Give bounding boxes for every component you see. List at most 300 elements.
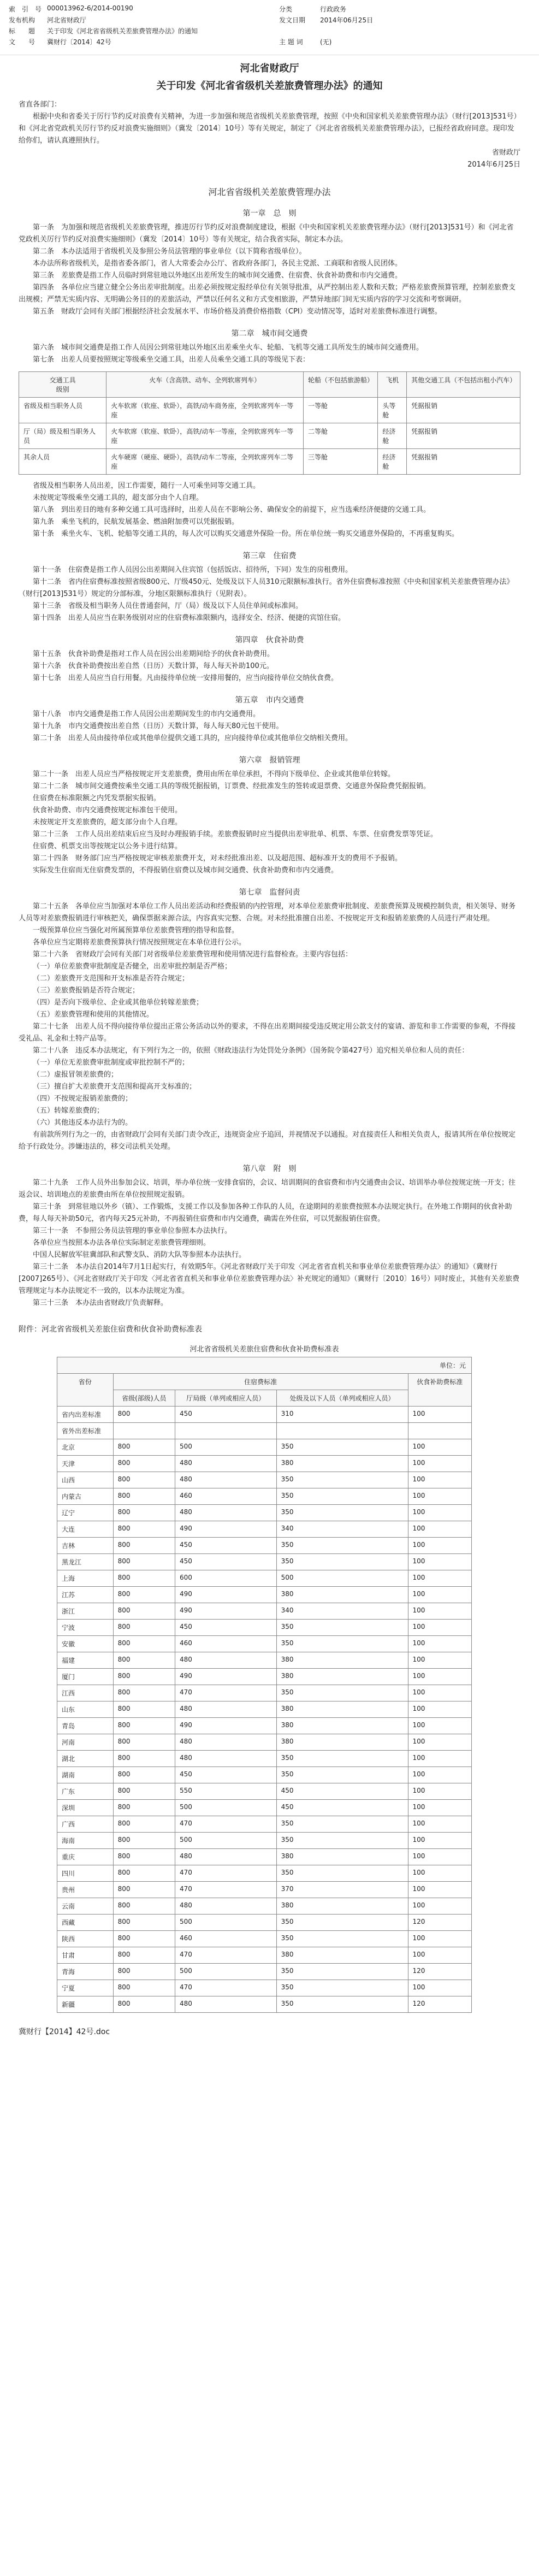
annex-cell-r2c2: 500 <box>175 1439 277 1456</box>
ch7 <box>19 901 520 1153</box>
annex-cell-r36c1: 800 <box>113 1996 175 2013</box>
transport-table-header-row <box>19 372 520 398</box>
annex-cell-r0c2: 450 <box>175 1407 277 1423</box>
date-value: 2014年06月25日 <box>320 16 374 24</box>
annex-cell-r23c1: 800 <box>113 1783 175 1800</box>
annex-cell-r28c2: 470 <box>175 1865 277 1882</box>
annex-cell-r12c3: 340 <box>276 1603 408 1620</box>
annex-row <box>57 1734 472 1751</box>
annex-cell-r36c2: 480 <box>175 1996 277 2013</box>
annex-cell-r1c3 <box>276 1423 408 1439</box>
ch8-paragraph-5: 中国人民解放军驻冀部队和武警支队、消防大队等参照本办法执行。 <box>33 1251 246 1259</box>
annex-cell-r1c1 <box>113 1423 175 1439</box>
annex-cell-r3c4: 100 <box>408 1456 471 1472</box>
chapter-1-title: 第一章 总 则 <box>242 209 297 218</box>
annex-cell-r19c2: 490 <box>175 1718 277 1734</box>
annex-cell-r9c3: 350 <box>276 1554 408 1570</box>
annex-cell-r3c0: 天津 <box>57 1456 114 1472</box>
ch5-paragraph-3: 第二十条 出差人员由接待单位或其他单位提供交通工具的，应向接待单位或其他单位交纳相关费用。 <box>33 734 353 742</box>
annex-cell-r27c0: 重庆 <box>57 1849 114 1865</box>
annex-cell-r29c2: 470 <box>175 1882 277 1898</box>
ch7-paragraph-4: 第二十六条 省财政厅会同有关部门对省级单位差旅费管理和使用情况进行监督检查。主要内容包括： <box>33 950 353 959</box>
annex-cell-r9c4: 100 <box>408 1554 471 1570</box>
annex-cell-r0c3: 310 <box>276 1407 408 1423</box>
ch4-paragraph-1: 第十五条 伙食补助费是指对工作人员在因公出差期间给予的伙食补助费用。 <box>33 650 275 658</box>
ch6-paragraph-8: 第二十四条 财务部门应当严格按规定审核差旅费开支，对未经批准出差、以及超范围、超标准开支的费用不予报销。 <box>33 854 402 862</box>
transport-r0c3: 头等舱 <box>378 398 407 423</box>
annex-row <box>57 1685 472 1701</box>
annex-row <box>57 1488 472 1505</box>
annex-cell-r18c4: 100 <box>408 1701 471 1718</box>
annex-cell-r33c3: 380 <box>276 1947 408 1964</box>
annex-cell-r28c0: 四川 <box>57 1865 114 1882</box>
annex-cell-r4c2: 480 <box>175 1472 277 1488</box>
annex-cell-r18c0: 山东 <box>57 1701 114 1718</box>
ch5-paragraph-2: 第十九条 市内交通费按出差自然（日历）天数计算，每人每天80元包干使用。 <box>33 722 283 730</box>
annex-cell-r27c3: 380 <box>276 1849 408 1865</box>
ch2-paragraph-3: 第八条 到出差目的地有多种交通工具可选择时，出差人员在不影响公务、确保安全的前提下，应当选乘经济便捷的交通工具。 <box>33 506 431 514</box>
ch3-paragraph-2: 第十二条 省内住宿费标准按照省级800元、厅级450元、处级及以下人员310元限额标准执行。省外住宿费标准按照《中央和国家机关差旅费管理办法》（财行[2013]531号）规定的分部标准，分地区限额标准执行（见附表）。 <box>19 578 514 598</box>
annex-cell-r8c1: 800 <box>113 1538 175 1554</box>
annex-cell-r24c3: 450 <box>276 1800 408 1816</box>
annex-cell-r22c3: 350 <box>276 1767 408 1783</box>
annex-cell-r32c4: 100 <box>408 1931 471 1947</box>
annex-row <box>57 1407 472 1423</box>
annex-cell-r31c1: 800 <box>113 1915 175 1931</box>
ch7-paragraph-5: （一）单位差旅费审批制度是否健全，出差审批控制是否严格； <box>33 962 232 971</box>
annex-header-row <box>57 1374 472 1390</box>
annex-row <box>57 1636 472 1652</box>
annex-cell-r2c0: 北京 <box>57 1439 114 1456</box>
annex-cell-r0c0: 省内出差标准 <box>57 1407 114 1423</box>
annex-cell-r8c2: 450 <box>175 1538 277 1554</box>
annex-cell-r1c4 <box>408 1423 471 1439</box>
annex-cell-r24c2: 500 <box>175 1800 277 1816</box>
annex-cell-r35c3: 350 <box>276 1980 408 1996</box>
annex-cell-r28c1: 800 <box>113 1865 175 1882</box>
annex-row <box>57 1849 472 1865</box>
annex-cell-r6c3: 350 <box>276 1505 408 1521</box>
annex-row <box>57 1554 472 1570</box>
annex-cell-r25c3: 350 <box>276 1816 408 1833</box>
annex-cell-r27c2: 480 <box>175 1849 277 1865</box>
annex-cell-r24c1: 800 <box>113 1800 175 1816</box>
annex-cell-r0c1: 800 <box>113 1407 175 1423</box>
ch7-paragraph-10: 第二十七条 出差人员不得向接待单位提出正常公务活动以外的要求，不得在出差期间接受违反规定用公款支付的宴请、游览和非工作需要的参观，不得接受礼品、礼金和土特产品等。 <box>19 1023 516 1043</box>
date-label: 发文日期 <box>279 16 306 24</box>
ch1-art5: 第五条 财政厅会同有关部门根据经济社会发展水平、市场价格及消费价格指数（CPI）变动情况等，适时对差旅费标准进行调整。 <box>33 308 442 316</box>
annex-row <box>57 1996 472 2013</box>
annex-cell-r10c2: 600 <box>175 1570 277 1587</box>
ch8-paragraph-4: 各单位应当按照本办法各单位实际制定差旅费管理细则。 <box>33 1239 211 1247</box>
ch3-paragraph-1: 第十一条 住宿费是指工作人员因公出差期间入住宾馆（包括饭店、招待所，下同）发生的房租费用。 <box>33 566 353 574</box>
annex-cell-r13c4: 100 <box>408 1620 471 1636</box>
annex-cell-r5c2: 460 <box>175 1488 277 1505</box>
annex-cell-r32c0: 陕西 <box>57 1931 114 1947</box>
annex-cell-r27c4: 100 <box>408 1849 471 1865</box>
chapter-4-title: 第四章 伙食补助费 <box>235 636 304 645</box>
annex-cell-r13c1: 800 <box>113 1620 175 1636</box>
annex-cell-r5c0: 内蒙古 <box>57 1488 114 1505</box>
annex-cell-r26c3: 350 <box>276 1833 408 1849</box>
annex-cell-r34c3: 350 <box>276 1964 408 1980</box>
ch2-paragraph-1: 省级及相当职务人员出差，因工作需要，随行一人可乘坐同等交通工具。 <box>33 482 260 490</box>
annex-cell-r26c4: 100 <box>408 1833 471 1849</box>
ch8-paragraph-7: 第三十三条 本办法由省财政厅负责解释。 <box>33 1299 168 1307</box>
transport-row <box>19 398 520 423</box>
annex-cell-r24c4: 100 <box>408 1800 471 1816</box>
number-value: 冀财行〔2014〕42号 <box>47 38 111 46</box>
publisher-label: 发布机构 <box>9 16 35 24</box>
document-meta <box>0 0 539 55</box>
annex-row <box>57 1620 472 1636</box>
annex-cell-r31c3: 350 <box>276 1915 408 1931</box>
annex-row <box>57 1816 472 1833</box>
ch7-paragraph-3: 各单位应当定期将差旅费预算执行情况按照规定在本单位进行公示。 <box>33 938 246 947</box>
annex-cell-r20c2: 480 <box>175 1734 277 1751</box>
annex-row <box>57 1652 472 1669</box>
annex-label: 附件：河北省省级机关差旅住宿费和伙食补助费标准表 <box>19 1325 202 1334</box>
annex-cell-r7c3: 340 <box>276 1521 408 1538</box>
ch1-art2b: 本办法所称省级机关，是指省委各部门，省人大常委会办公厅、省政府各部门，各民主党派、工商联和省级人民团体。 <box>33 259 402 268</box>
annex-cell-r30c2: 480 <box>175 1898 277 1915</box>
annex-cell-r16c4: 100 <box>408 1669 471 1685</box>
annex-cell-r34c1: 800 <box>113 1964 175 1980</box>
annex-cell-r26c0: 海南 <box>57 1833 114 1849</box>
annex-cell-r12c4: 100 <box>408 1603 471 1620</box>
ch6-paragraph-5: 未按规定开支差旅费的，超支部分由个人自理。 <box>33 818 182 826</box>
annex-cell-r28c3: 350 <box>276 1865 408 1882</box>
annex-cell-r19c0: 青岛 <box>57 1718 114 1734</box>
annex-cell-r35c1: 800 <box>113 1980 175 1996</box>
ch7-paragraph-11: 第二十八条 违反本办法规定，有下列行为之一的，依照《财政违法行为处罚处分条例》（国务院令第427号）追究相关单位和人员的责任： <box>33 1047 469 1055</box>
annex-col-meal: 伙食补助费标准 <box>408 1374 471 1407</box>
org-title: 河北省财政厅 <box>240 63 299 74</box>
annex-cell-r18c3: 380 <box>276 1701 408 1718</box>
annex-sub-1: 厅局级（单列或相应人员） <box>175 1390 277 1407</box>
ch1-art4: 第四条 各单位应当建立健全公务出差审批制度。出差必须按规定报经单位有关领导批准，从严控制出差人数和天数；严格差旅费预算管理，控制差旅费支出规模；严禁无实质内容、无明确公务目的的差旅活动，严禁以任何名义和方式变相旅游，严禁异地部门间无实质内容的学习交流和考察调研。 <box>19 283 516 304</box>
annex-cell-r31c0: 西藏 <box>57 1915 114 1931</box>
annex-cell-r35c4: 100 <box>408 1980 471 1996</box>
annex-cell-r15c0: 福建 <box>57 1652 114 1669</box>
annex-cell-r5c3: 350 <box>276 1488 408 1505</box>
annex-cell-r30c1: 800 <box>113 1898 175 1915</box>
annex-cell-r21c4: 100 <box>408 1751 471 1767</box>
annex-cell-r6c2: 480 <box>175 1505 277 1521</box>
annex-cell-r5c4: 100 <box>408 1488 471 1505</box>
ch8-paragraph-6: 第三十二条 本办法自2014年7月1日起实行，有效期5年。《河北省财政厅关于印发〈河北省省直机关和事业单位差旅费管理办法〉的通知》（冀财行[2007]265号）、《河北省财政厅关于印发〈河北省省直机关和事业单位差旅费管理办法〉补充规定的通知》（冀财行〔2010〕16号）同时废止，其他有关差旅费管理规定与本办法规定不一致的，以本办法规定为准。 <box>19 1263 520 1295</box>
annex-row <box>57 1505 472 1521</box>
annex-row <box>57 1865 472 1882</box>
annex-cell-r32c2: 460 <box>175 1931 277 1947</box>
keywords-label: 主 题 词 <box>279 38 303 46</box>
ch6-paragraph-7: 住宿费、机票支出等按规定以公务卡进行结算。 <box>33 842 182 850</box>
ch6-paragraph-3: 住宿费在标准限额之内凭发票据实报销。 <box>33 794 161 802</box>
chapter-5-title: 第五章 市内交通费 <box>235 696 304 705</box>
annex-cell-r25c2: 470 <box>175 1816 277 1833</box>
transport-r2c1: 火车硬席（硬座、硬卧），高铁/动车二等座，全列软席列车二等座 <box>106 449 304 475</box>
annex-unit: 单位：元 <box>57 1357 472 1374</box>
transport-r0c4: 凭据报销 <box>407 398 520 423</box>
annex-cell-r0c4: 100 <box>408 1407 471 1423</box>
ch6-paragraph-9: 实际发生住宿而无住宿费发票的，不得报销住宿费以及城市间交通费、伙食补助费和市内交通费。 <box>33 866 339 875</box>
annex-cell-r4c1: 800 <box>113 1472 175 1488</box>
annex-col-province: 省份 <box>57 1374 114 1407</box>
annex-cell-r23c0: 广东 <box>57 1783 114 1800</box>
ch3-paragraph-3: 第十三条 省级及相当职务人员住普通套间，厅（局）级及以下人员住单间或标准间。 <box>33 602 303 610</box>
annex-cell-r29c4: 100 <box>408 1882 471 1898</box>
document-body <box>0 61 539 2013</box>
transport-h2: 轮船（不包括旅游船） <box>304 372 378 398</box>
annex-cell-r8c4: 100 <box>408 1538 471 1554</box>
annex-cell-r3c3: 380 <box>276 1456 408 1472</box>
annex-cell-r11c1: 800 <box>113 1587 175 1603</box>
transport-row <box>19 449 520 475</box>
annex-cell-r1c0: 省外出差标准 <box>57 1423 114 1439</box>
ch7-paragraph-2: 一级预算单位应当强化对所属预算单位差旅费管理的指导和监督。 <box>33 926 239 935</box>
annex-cell-r13c3: 350 <box>276 1620 408 1636</box>
annex-cell-r2c1: 800 <box>113 1439 175 1456</box>
annex-cell-r14c1: 800 <box>113 1636 175 1652</box>
annex-cell-r25c4: 100 <box>408 1816 471 1833</box>
footer <box>0 2026 539 2037</box>
annex-cell-r6c4: 100 <box>408 1505 471 1521</box>
annex-cell-r32c1: 800 <box>113 1931 175 1947</box>
sign-date: 2014年6月25日 <box>467 161 520 169</box>
ch8 <box>19 1177 520 1309</box>
annex-cell-r17c0: 江西 <box>57 1685 114 1701</box>
annex-cell-r10c3: 500 <box>276 1570 408 1587</box>
annex-cell-r34c4: 120 <box>408 1964 471 1980</box>
annex-cell-r22c1: 800 <box>113 1767 175 1783</box>
ch7-paragraph-16: （五）转嫁差旅费的； <box>33 1107 104 1115</box>
transport-r0c1: 火车软席（软座、软卧），高铁/动车商务座，全列软席列车一等座 <box>106 398 304 423</box>
ch6 <box>19 769 520 877</box>
ch1-art2: 第二条 本办法适用于省级机关及参照公务员法管理的事业单位（以下简称省级单位）。 <box>33 247 306 256</box>
transport-r0c0: 省级及相当职务人员 <box>19 398 106 423</box>
annex-cell-r15c2: 480 <box>175 1652 277 1669</box>
annex-cell-r34c0: 青海 <box>57 1964 114 1980</box>
ch8-paragraph-1: 第二十九条 工作人员外出参加会议、培训，举办单位统一安排食宿的，会议、培训期间的食宿费和市内交通费由会议、培训举办单位按规定统一开支；往返会议、培训地点的差旅费由所在单位按照规定报销。 <box>19 1179 516 1199</box>
ch2-art7: 第七条 出差人员要按照规定等级乘坐交通工具，出差人员乘坐交通工具的等级见下表： <box>33 356 310 364</box>
ch2-art6: 第六条 城市间交通费是指工作人员因公到常驻地以外地区出差乘坐火车、轮船、飞机等交通工具所发生的城市间交通费用。 <box>33 344 424 352</box>
ch3-paragraph-4: 第十四条 出差人员应当在职务级别对应的住宿费标准限额内，选择安全、经济、便捷的宾馆住宿。 <box>33 614 346 622</box>
index-label: 索 引 号 <box>9 5 42 13</box>
publisher-value: 河北省财政厅 <box>47 16 87 24</box>
notice-body: 根据中央和省委关于厉行节约反对浪费有关精神，为进一步加强和规范省级机关差旅费管理，按照《中央和国家机关差旅费管理办法》（财行[2013]531号）和《河北省党政机关厉行节约反对浪费实施细则》（冀发〔2014〕10号）等有关规定，制定了《河北省省级机关差旅费管理办法》，已报经省政府同意。现印发给你们，请认真遵照执行。 <box>19 113 518 145</box>
chapter-3-title: 第三章 住宿费 <box>242 552 297 560</box>
annex-cell-r19c4: 100 <box>408 1718 471 1734</box>
annex-cell-r25c0: 广西 <box>57 1816 114 1833</box>
ch4-paragraph-2: 第十六条 伙食补助费按出差自然（日历）天数计算，每人每天补助100元。 <box>33 662 274 670</box>
annex-cell-r7c1: 800 <box>113 1521 175 1538</box>
annex-cell-r12c1: 800 <box>113 1603 175 1620</box>
annex-cell-r17c3: 350 <box>276 1685 408 1701</box>
transport-r1c1: 火车软席（软座、软卧），高铁/动车一等座，全列软席列车一等座 <box>106 423 304 449</box>
annex-table-body <box>57 1407 472 2013</box>
ch1-art1: 第一条 为加强和规范省级机关差旅费管理，推进厉行节约反对浪费制度建设，根据《中央和国家机关差旅费管理办法》（财行[2013]531号）和《河北省党政机关厉行节约反对浪费实施细则》（冀发〔2014〕10号）等有关规定，结合我省实际，制定本办法。 <box>19 223 514 244</box>
file-name: 冀财行【2014】42号.doc <box>19 2028 110 2036</box>
number-label: 文 号 <box>9 38 35 46</box>
annex-cell-r10c0: 上海 <box>57 1570 114 1587</box>
ch4 <box>19 648 520 684</box>
ch7-paragraph-9: （五）差旅费管理和使用的其他情况。 <box>33 1011 154 1019</box>
annex-row <box>57 1472 472 1488</box>
annex-cell-r19c1: 800 <box>113 1718 175 1734</box>
ch7-paragraph-13: （二）虚报冒领差旅费的； <box>33 1071 119 1079</box>
annex-row <box>57 1751 472 1767</box>
transport-h1: 火车（含高铁、动车、全列软席列车） <box>106 372 304 398</box>
transport-h3: 飞机 <box>378 372 407 398</box>
annex-cell-r13c0: 宁波 <box>57 1620 114 1636</box>
annex-cell-r32c3: 350 <box>276 1931 408 1947</box>
annex-table <box>57 1340 472 2013</box>
annex-cell-r3c1: 800 <box>113 1456 175 1472</box>
annex-cell-r4c0: 山西 <box>57 1472 114 1488</box>
annex-cell-r26c2: 500 <box>175 1833 277 1849</box>
annex-caption: 河北省省级机关差旅住宿费和伙食补助费标准表 <box>189 1345 339 1354</box>
annex-cell-r16c2: 490 <box>175 1669 277 1685</box>
annex-cell-r17c2: 470 <box>175 1685 277 1701</box>
notice-title: 关于印发《河北省省级机关差旅费管理办法》的通知 <box>156 80 383 92</box>
annex-cell-r22c2: 450 <box>175 1767 277 1783</box>
ch6-paragraph-6: 第二十三条 工作人员出差结束后应当及时办理报销手续。差旅费报销时应当提供出差审批单、机票、车票、住宿费发票等凭证。 <box>33 830 438 838</box>
annex-row <box>57 1718 472 1734</box>
annex-cell-r5c1: 800 <box>113 1488 175 1505</box>
ch7-paragraph-17: （六）其他违反本办法行为的。 <box>33 1119 133 1127</box>
annex-cell-r23c2: 550 <box>175 1783 277 1800</box>
ch6-paragraph-2: 第二十二条 城市间交通费按乘坐交通工具的等级凭据报销，订票费、经批准发生的签转或退票费、交通意外保险费凭据报销。 <box>33 782 431 790</box>
ch7-paragraph-14: （三）擅自扩大差旅费开支范围和提高开支标准的； <box>33 1083 197 1091</box>
ch7-paragraph-7: （三）差旅费报销是否符合规定； <box>33 986 140 995</box>
annex-cell-r4c4: 100 <box>408 1472 471 1488</box>
annex-cell-r8c0: 吉林 <box>57 1538 114 1554</box>
sign-org: 省财政厅 <box>491 149 520 157</box>
annex-cell-r21c1: 800 <box>113 1751 175 1767</box>
annex-cell-r9c0: 黑龙江 <box>57 1554 114 1570</box>
annex-cell-r14c4: 100 <box>408 1636 471 1652</box>
category-label: 分类 <box>279 5 293 13</box>
keywords-value: (无) <box>320 38 332 46</box>
ch2-paragraph-4: 第九条 乘坐飞机的，民航发展基金、燃油附加费可以凭据报销。 <box>33 518 239 526</box>
transport-row <box>19 423 520 449</box>
annex-row <box>57 1767 472 1783</box>
annex-cell-r2c4: 100 <box>408 1439 471 1456</box>
annex-row <box>57 1783 472 1800</box>
annex-cell-r34c2: 500 <box>175 1964 277 1980</box>
transport-r2c2: 三等舱 <box>304 449 378 475</box>
title-label: 标 题 <box>9 27 35 35</box>
annex-row <box>57 1570 472 1587</box>
annex-cell-r35c2: 470 <box>175 1980 277 1996</box>
annex-cell-r11c3: 380 <box>276 1587 408 1603</box>
annex-cell-r9c1: 800 <box>113 1554 175 1570</box>
annex-cell-r20c3: 380 <box>276 1734 408 1751</box>
annex-cell-r23c4: 100 <box>408 1783 471 1800</box>
chapter-2-title: 第二章 城市间交通费 <box>231 329 308 338</box>
ch5 <box>19 708 520 745</box>
annex-cell-r7c4: 100 <box>408 1521 471 1538</box>
annex-cell-r29c0: 贵州 <box>57 1882 114 1898</box>
annex-cell-r2c3: 350 <box>276 1439 408 1456</box>
annex-cell-r16c3: 380 <box>276 1669 408 1685</box>
ch7-paragraph-8: （四）是否向下级单位、企业或其他单位转嫁差旅费； <box>33 999 204 1007</box>
annex-row <box>57 1456 472 1472</box>
annex-row <box>57 1898 472 1915</box>
annex-cell-r23c3: 450 <box>276 1783 408 1800</box>
chapter-6-title: 第六章 报销管理 <box>239 756 300 765</box>
ch4-paragraph-3: 第十七条 出差人员应当自行用餐。凡由接待单位统一安排用餐的，应当向接待单位交纳伙食费。 <box>33 674 339 682</box>
ch8-paragraph-3: 第三十一条 不参照公务员法管理的事业单位参照本办法执行。 <box>33 1227 232 1235</box>
annex-cell-r30c4: 100 <box>408 1898 471 1915</box>
annex-sub-0: 省级(部级)人员 <box>113 1390 175 1407</box>
annex-cell-r36c3: 350 <box>276 1996 408 2013</box>
annex-cell-r17c4: 100 <box>408 1685 471 1701</box>
annex-row <box>57 1833 472 1849</box>
annex-cell-r3c2: 480 <box>175 1456 277 1472</box>
ch6-paragraph-1: 第二十一条 出差人员应当严格按规定开支差旅费，费用由所在单位承担，不得向下级单位、企业或其他单位转嫁。 <box>33 770 395 778</box>
annex-row <box>57 1800 472 1816</box>
annex-cell-r15c3: 380 <box>276 1652 408 1669</box>
chapter-7-title: 第七章 监督问责 <box>239 888 300 897</box>
annex-row <box>57 1701 472 1718</box>
transport-r2c4: 凭据报销 <box>407 449 520 475</box>
annex-cell-r16c0: 厦门 <box>57 1669 114 1685</box>
annex-cell-r31c2: 500 <box>175 1915 277 1931</box>
annex-cell-r20c1: 800 <box>113 1734 175 1751</box>
ch7-paragraph-18: 有前款所列行为之一的，由省财政厅会同有关部门责令改正，违规资金应予追回，并视情况予以通报。对直接责任人和相关负责人，报请其所在单位按规定给予行政处分。涉嫌违法的，移交司法机关处理。 <box>19 1131 516 1151</box>
annex-cell-r28c4: 100 <box>408 1865 471 1882</box>
transport-r1c3: 经济舱 <box>378 423 407 449</box>
ch7-paragraph-1: 第二十五条 各单位应当加强对本单位工作人员出差活动和经费报销的内控管理，对本单位差旅费审批制度、差旅费预算及规模控制负责，相关领导、财务人员等对差旅费报销进行审核把关，确保票据来源合法，内容真实完整、合规。对未经批准擅自出差、不按规定开支和报销差旅费的人员进行严肃处理。 <box>19 902 516 923</box>
annex-row <box>57 1521 472 1538</box>
annex-cell-r19c3: 380 <box>276 1718 408 1734</box>
annex-cell-r14c2: 460 <box>175 1636 277 1652</box>
annex-cell-r30c3: 380 <box>276 1898 408 1915</box>
ch2-paragraph-2: 未按规定等级乘坐交通工具的，超支部分由个人自理。 <box>33 494 204 502</box>
ch1-art3: 第三条 差旅费是指工作人员临时到常驻地以外地区出差所发生的城市间交通费、住宿费、伙食补助费和市内交通费。 <box>33 271 402 280</box>
annex-row <box>57 1882 472 1898</box>
annex-cell-r7c2: 490 <box>175 1521 277 1538</box>
annex-row <box>57 1603 472 1620</box>
ch7-paragraph-6: （二）差旅费开支范围和开支标准是否符合规定； <box>33 974 189 983</box>
transport-h4: 其他交通工具（不包括出租小汽车） <box>407 372 520 398</box>
annex-row <box>57 1587 472 1603</box>
annex-cell-r14c3: 350 <box>276 1636 408 1652</box>
annex-cell-r35c0: 宁夏 <box>57 1980 114 1996</box>
index-value: 000013962-6/2014-00190 <box>47 4 133 12</box>
ch5-paragraph-1: 第十八条 市内交通费是指工作人员因公出差期间发生的市内交通费用。 <box>33 710 260 718</box>
transport-r1c2: 二等舱 <box>304 423 378 449</box>
annex-cell-r25c1: 800 <box>113 1816 175 1833</box>
category-value: 行政政务 <box>320 5 347 13</box>
annex-cell-r11c0: 江苏 <box>57 1587 114 1603</box>
annex-cell-r36c0: 新疆 <box>57 1996 114 2013</box>
transport-h0: 交通工具 级别 <box>19 372 106 398</box>
annex-row <box>57 1947 472 1964</box>
transport-r2c3: 经济舱 <box>378 449 407 475</box>
annex-cell-r29c3: 370 <box>276 1882 408 1898</box>
annex-cell-r18c2: 480 <box>175 1701 277 1718</box>
ch8-paragraph-2: 第三十条 到常驻地以外乡（镇）、工作锻炼，支援工作以及参加各种工作队的人员，在途期间的差旅费按照本办法规定执行。在外地工作期间的伙食补助费，每人每天补助50元，省内每天25元补助，不再报销住宿费和市内交通费，确需在外住宿，可以凭据报销住宿费。 <box>19 1203 512 1223</box>
annex-cell-r1c2 <box>175 1423 277 1439</box>
rules-title: 河北省省级机关差旅费管理办法 <box>208 187 331 197</box>
annex-cell-r26c1: 800 <box>113 1833 175 1849</box>
chapter-8-title: 第八章 附 则 <box>242 1165 297 1173</box>
annex-cell-r18c1: 800 <box>113 1701 175 1718</box>
annex-cell-r24c0: 深圳 <box>57 1800 114 1816</box>
annex-col-lodging: 住宿费标准 <box>113 1374 408 1390</box>
